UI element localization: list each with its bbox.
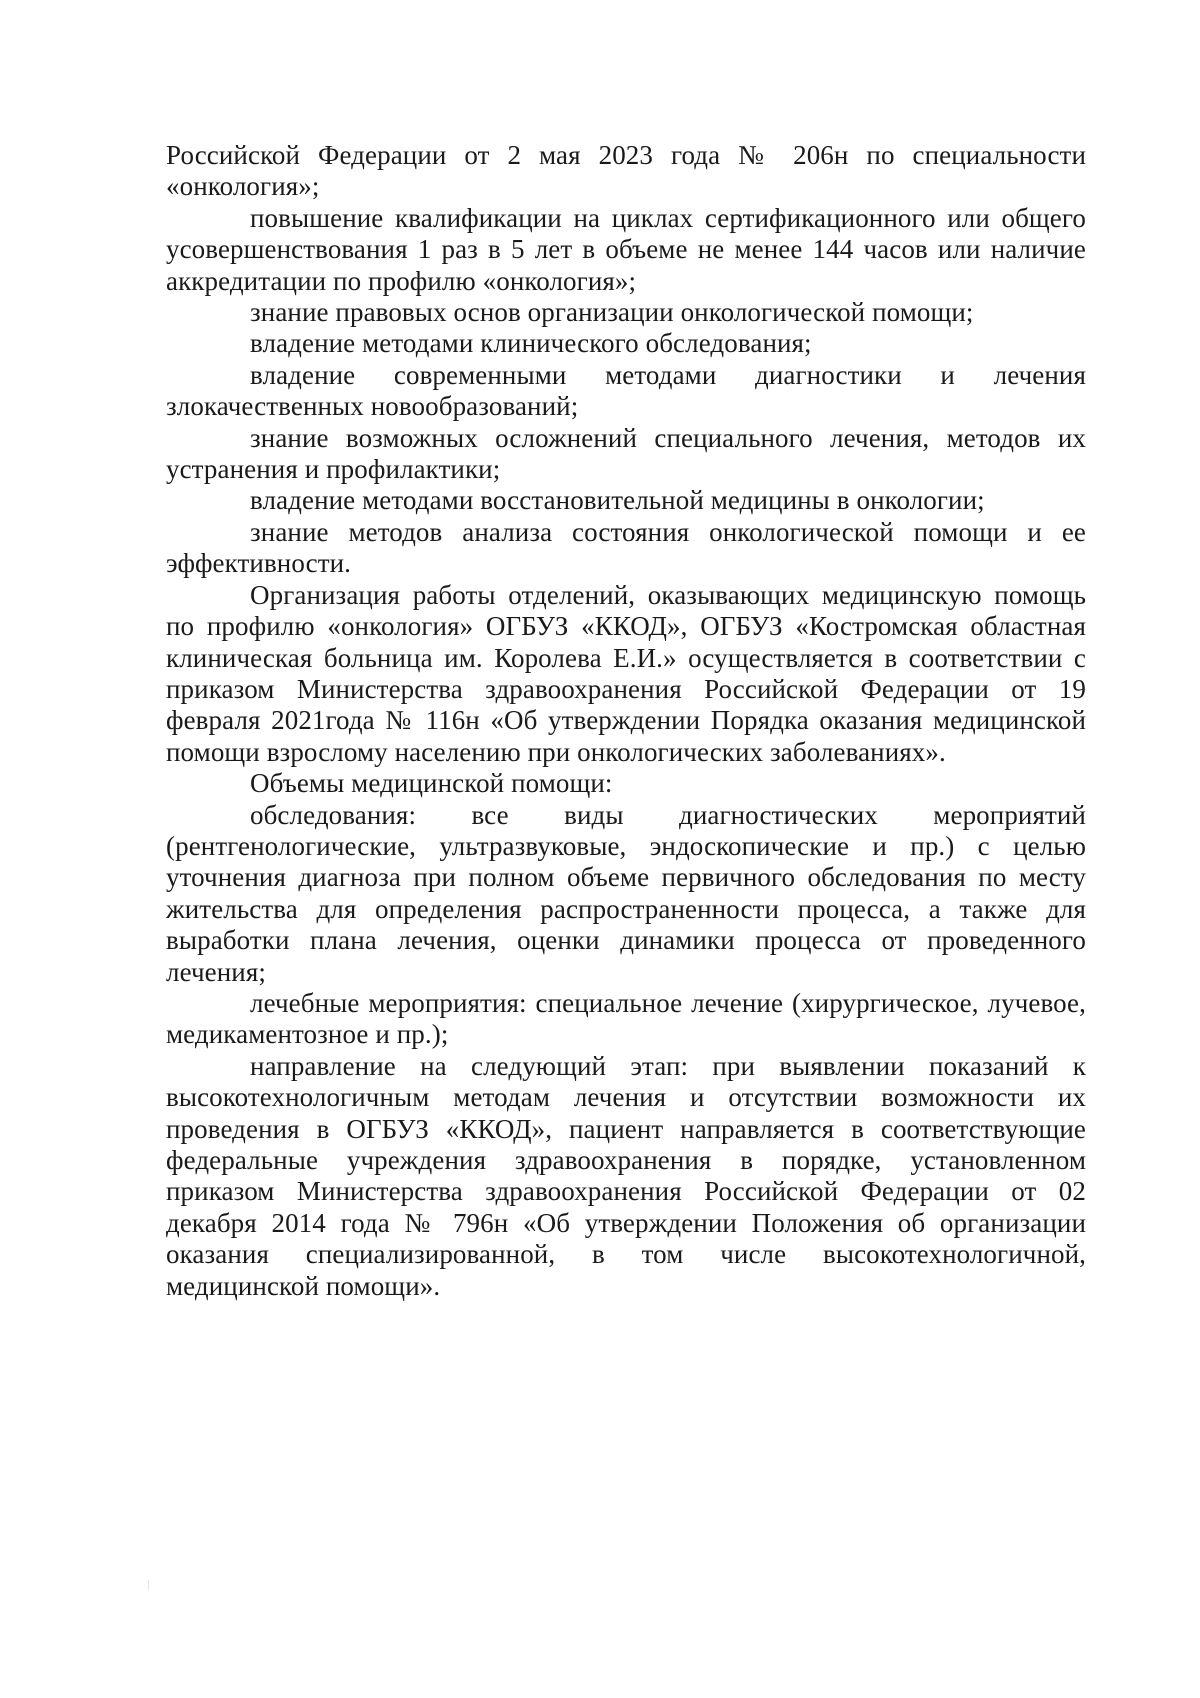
paragraph-diagnostics: владение современными методами диагностики и лечения злокачественных новообразований; (166, 359, 1086, 422)
paragraph-qualification: повышение квалификации на циклах сертификационного или общего усовершенствования 1 раз в 5 лет в объеме не менее 144 часов или наличие аккредитации по профилю «онкология»; (166, 202, 1086, 296)
paragraph-volumes-heading: Объемы медицинской помощи: (250, 768, 613, 799)
scan-artifact (148, 1580, 149, 1590)
paragraph-clinical-exam: владение методами клинического обследования; (250, 328, 812, 359)
paragraph-analysis: знание методов анализа состояния онкологической помощи и ее эффективности. (166, 516, 1086, 579)
paragraph-rehab: владение методами восстановительной медицины в онкологии; (250, 485, 985, 516)
paragraph-examinations: обследования: все виды диагностических мероприятий (рентгенологические, ультразвуковые, эндоскопические и пр.) с целью уточнения диагноза при полном объеме первичного обследования по месту жительства для определения распространенности процесса, а также для выработки плана лечения, оценки динамики процесса от проведенного лечения; (166, 799, 1086, 987)
document-body (166, 140, 1086, 1302)
paragraph-organization: Организация работы отделений, оказывающих медицинскую помощь по профилю «онкология» ОГБУЗ «ККОД», ОГБУЗ «Костромская областная клиническая больница им. Королева Е.И.» осуществляется в соответствии с приказом Министерства здравоохранения Российской Федерации от 19 февраля 2021года № 116н «Об утверждении Порядка оказания медицинской помощи взрослому населению при онкологических заболеваниях». (166, 579, 1086, 767)
paragraph-complications: знание возможных осложнений специального лечения, методов их устранения и профилактики; (166, 422, 1086, 485)
paragraph-treatment: лечебные мероприятия: специальное лечение (хирургическое, лучевое, медикаментозное и пр.); (166, 987, 1086, 1050)
paragraph-referral: направление на следующий этап: при выявлении показаний к высокотехнологичным методам лечения и отсутствии возможности их проведения в ОГБУЗ «ККОД», пациент направляется в соответствующие федеральные учреждения здравоохранения в порядке, установленном приказом Министерства здравоохранения Российской Федерации от 02 декабря 2014 года № 796н «Об утверждении Положения об организации оказания специализированной, в том числе высокотехнологичной, медицинской помощи». (166, 1050, 1086, 1301)
paragraph-legal-basics: знание правовых основ организации онкологической помощи; (250, 297, 974, 328)
paragraph-continuation: Российской Федерации от 2 мая 2023 года № 206н по специальности «онкология»; (166, 140, 1086, 202)
